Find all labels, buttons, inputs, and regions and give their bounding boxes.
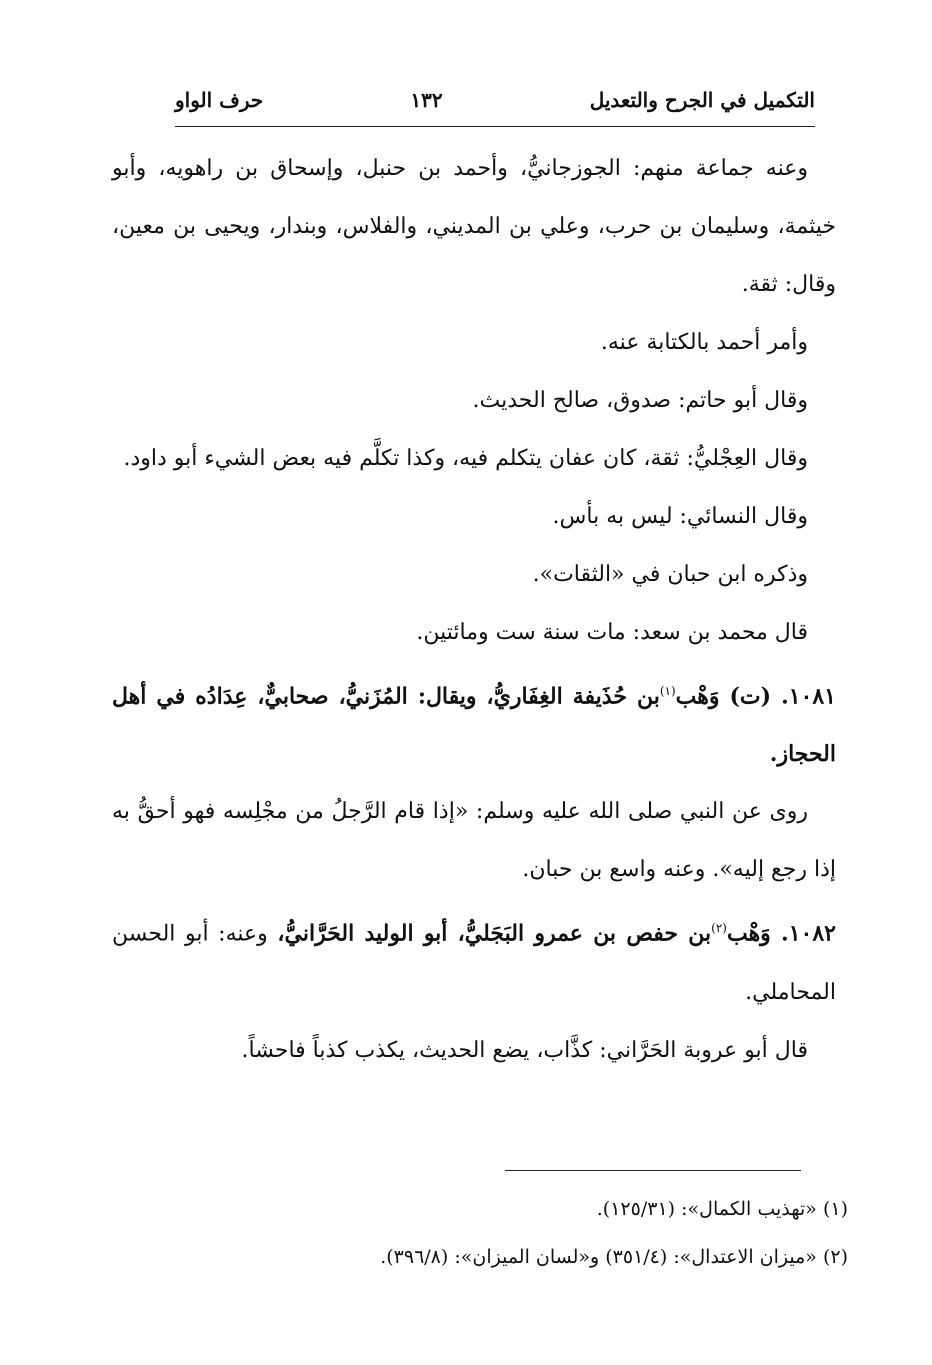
entry-1081-heading (112, 662, 836, 783)
entry-1081-heading-text: بن حُذَيفة الغِفَاريُّ، ويقال: المُزَنيُّ، صحابيٌّ، عِدَادُه في أهل الحجاز. (112, 683, 836, 768)
paragraph-narrators: وعنه جماعة منهم: الجوزجانيُّ، وأحمد بن حنبل، وإسحاق بن راهويه، وأبو خيثمة، وسليمان بن حرب، وعلي بن المديني، والفلاس، وبندار، ويحيى بن معين، وقال: ثقة. (112, 156, 836, 297)
book-title: التكميل في الجرح والتعديل (589, 88, 815, 112)
footnote-mark-1: (١) (659, 684, 676, 698)
main-text (112, 140, 836, 1080)
paragraph-ahmad: وأمر أحمد بالكتابة عنه. (600, 330, 808, 355)
paragraph-ibn-hibban: وذكره ابن حبان في «الثقات». (532, 562, 808, 587)
entry-1082-heading-text: بن حفص بن عمرو البَجَليُّ، أبو الوليد الحَرَّانيُّ، (277, 920, 712, 947)
paragraph-nasai: وقال النسائي: ليس به بأس. (552, 504, 808, 529)
paragraph-ibn-sad: قال محمد بن سعد: مات سنة ست ومائتين. (416, 620, 808, 645)
entry-1082-heading-tail: وعنه: أبو الحسن المحاملي. (112, 921, 836, 1005)
entry-1082-number: ١٠٨٢. وَهْب (726, 920, 836, 947)
page-number: ١٣٢ (410, 88, 443, 112)
running-header (175, 80, 815, 120)
entry-1082-body: قال أبو عروبة الحَرَّاني: كذَّاب، يضع الحديث، يكذب كذباً فاحشاً. (241, 1037, 808, 1063)
footnote-rule (505, 1170, 801, 1171)
entry-1082-heading (112, 899, 836, 1021)
footnote-1: (١) «تهذيب الكمال»: (١٢٥/٣١). (596, 1198, 848, 1220)
entry-1081-body: روى عن النبي صلى الله عليه وسلم: «إذا قام الرَّجلُ من مجْلِسه فهو أحقُّ به إذا رجع إليه». وعنه واسع بن حبان. (112, 799, 836, 883)
entry-1081-number: ١٠٨١. (ت) وَهْب (675, 683, 836, 710)
footnote-2: (٢) «ميزان الاعتدال»: (٣٥١/٤) و«لسان الميزان»: (٣٩٦/٨). (380, 1246, 848, 1268)
paragraph-ijli: وقال العِجْليُّ: ثقة، كان عفان يتكلم فيه، وكذا تكلَّم فيه بعض الشيء أبو داود. (123, 446, 808, 471)
section-title: حرف الواو (175, 88, 264, 112)
footnote-mark-2: (٢) (711, 921, 727, 936)
header-rule (175, 126, 815, 127)
footnotes (300, 1185, 848, 1281)
paragraph-abu-hatim: وقال أبو حاتم: صدوق، صالح الحديث. (472, 388, 808, 413)
